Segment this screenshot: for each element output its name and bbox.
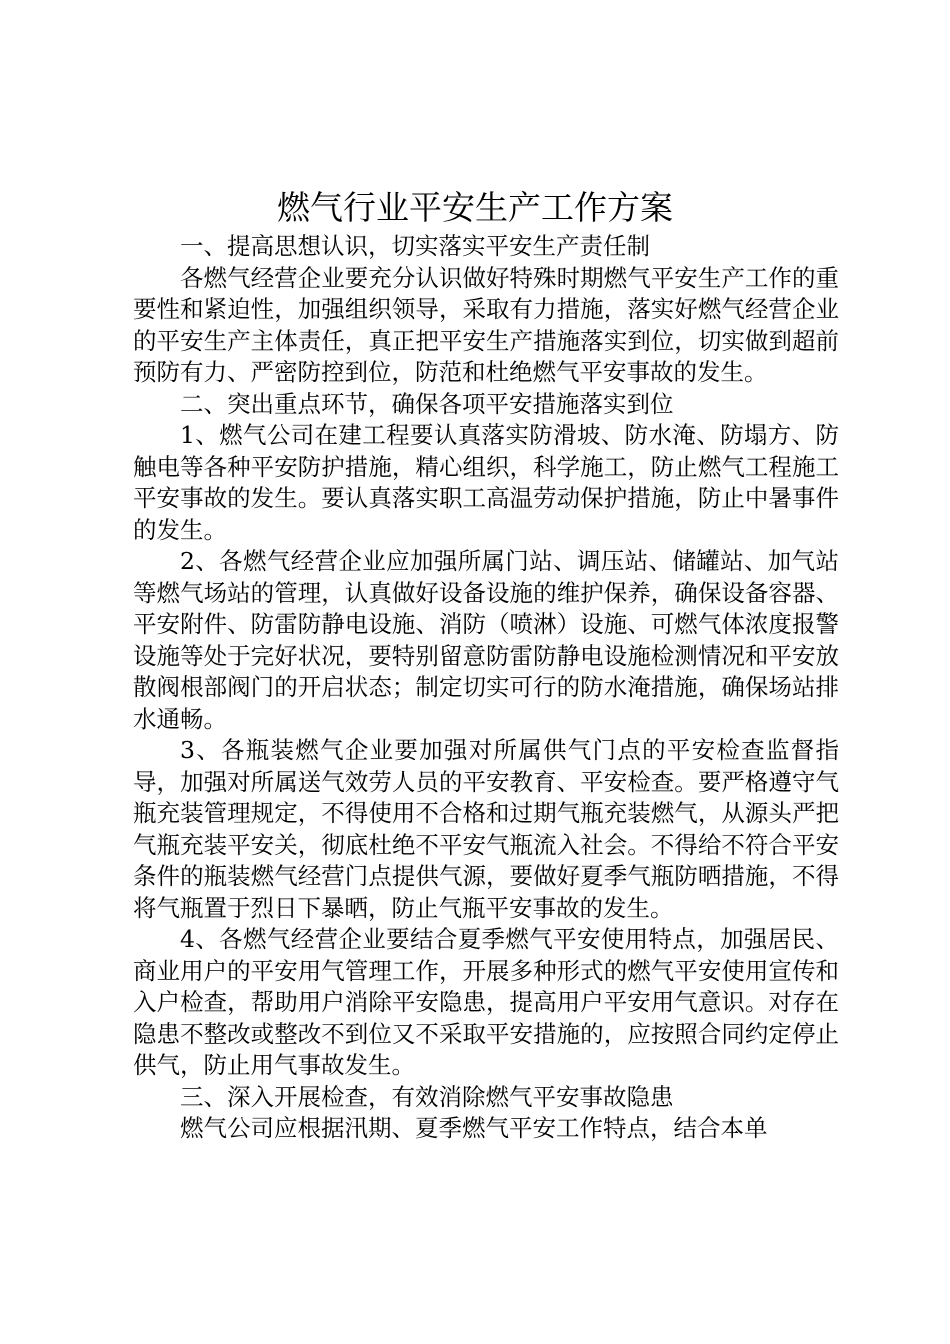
paragraph: 各燃气经营企业要充分认识做好特殊时期燃气平安生产工作的重要性和紧迫性，加强组织领导，采取有力措施，落实好燃气经营企业的平安生产主体责任，真正把平安生产措施落实到位，切实做到超前预防有力、严密防控到位，防范和杜绝燃气平安事故的发生。 [133,263,839,386]
section-heading-1: 一、提高思想认识，切实落实平安生产责任制 [180,232,650,260]
paragraph: 燃气公司应根据汛期、夏季燃气平安工作特点，结合本单 [180,1114,768,1142]
section-heading-3: 三、深入开展检查，有效消除燃气平安事故隐患 [180,1082,674,1111]
document-body [133,231,839,1145]
paragraph: 2、各燃气经营企业应加强所属门站、调压站、储罐站、加气站等燃气场站的管理，认真做好设备设施的维护保养，确保设备容器、平安附件、防雷防静电设施、消防（喷淋）设施、可燃气体浓度报警设施等处于完好状况，要特别留意防雷防静电设施检测情况和平安放散阀根部阀门的开启状态；制定切实可行的防水淹措施，确保场站排水通畅。 [133,547,839,733]
document-title: 燃气行业平安生产工作方案 [277,188,673,227]
paragraph: 4、各燃气经营企业要结合夏季燃气平安使用特点，加强居民、商业用户的平安用气管理工作，开展多种形式的燃气平安使用宣传和入户检查，帮助用户消除平安隐患，提高用户平安用气意识。对存在隐患不整改或整改不到位又不采取平安措施的，应按照合同约定停止供气，防止用气事故发生。 [133,925,839,1079]
paragraph: 3、各瓶装燃气企业要加强对所属供气门点的平安检查监督指导，加强对所属送气效劳人员的平安教育、平安检查。要严格遵守气瓶充装管理规定，不得使用不合格和过期气瓶充装燃气，从源头严把气瓶充装平安关，彻底杜绝不平安气瓶流入社会。不得给不符合平安条件的瓶装燃气经营门点提供气源，要做好夏季气瓶防晒措施，不得将气瓶置于烈日下暴晒，防止气瓶平安事故的发生。 [133,736,839,922]
paragraph: 1、燃气公司在建工程要认真落实防滑坡、防水淹、防塌方、防触电等各种平安防护措施，精心组织，科学施工，防止燃气工程施工平安事故的发生。要认真落实职工高温劳动保护措施，防止中暑事件的发生。 [133,421,839,544]
section-heading-2: 二、突出重点环节，确保各项平安措施落实到位 [180,389,674,418]
